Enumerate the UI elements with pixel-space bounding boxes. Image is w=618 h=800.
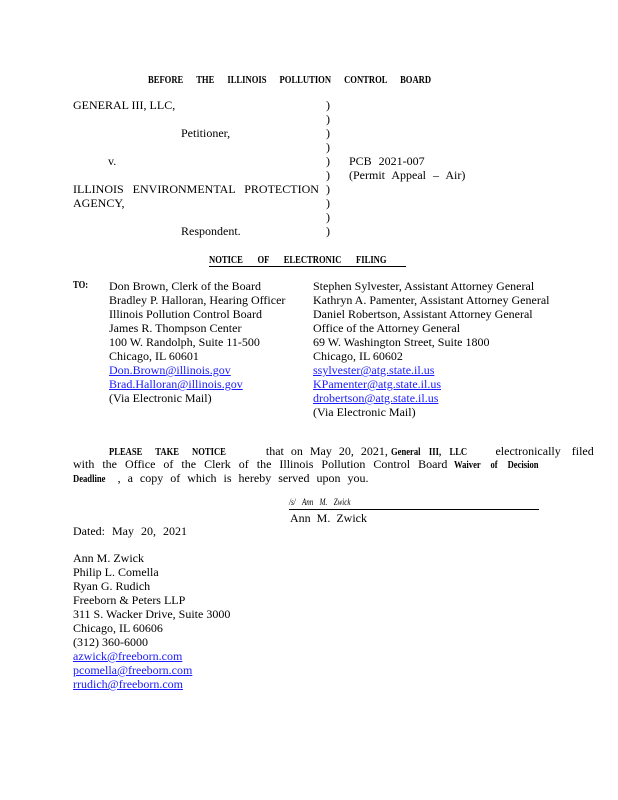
recipient-line: Kathryn A. Pamenter, Assistant Attorney General: [313, 293, 550, 307]
dated-line: Dated: May 20, 2021: [73, 524, 187, 538]
counsel-line: Freeborn & Peters LLP: [73, 593, 186, 607]
recipient-line: Daniel Robertson, Assistant Attorney General: [313, 307, 533, 321]
case-number: PCB 2021-007: [349, 154, 425, 168]
counsel-block: [73, 551, 230, 691]
email-link[interactable]: pcomella@freeborn.com: [73, 663, 193, 677]
recipient-line: Illinois Pollution Control Board: [109, 307, 263, 321]
email-link[interactable]: KPamenter@atg.state.il.us: [313, 377, 442, 391]
respondent-name-line1: ILLINOIS ENVIRONMENTAL PROTECTION: [73, 182, 319, 196]
recipient-line: Office of the Attorney General: [313, 321, 461, 335]
versus-label: v.: [108, 154, 117, 168]
recipient-line: 69 W. Washington Street, Suite 1800: [313, 335, 490, 349]
to-label: TO:: [73, 279, 89, 291]
recipients-left: [109, 279, 285, 405]
notice-line-2: [73, 457, 563, 472]
delivery-method: (Via Electronic Mail): [313, 405, 416, 419]
counsel-line: Ryan G. Rudich: [73, 579, 151, 593]
email-link[interactable]: Don.Brown@illinois.gov: [109, 363, 231, 377]
email-link[interactable]: ssylvester@atg.state.il.us: [313, 363, 435, 377]
respondent-role: Respondent.: [181, 224, 241, 238]
recipient-line: Chicago, IL 60602: [313, 349, 403, 363]
notice-date-text: that on May 20, 2021,: [265, 444, 388, 458]
recipient-line: Don Brown, Clerk of the Board: [109, 279, 261, 293]
counsel-line: Chicago, IL 60606: [73, 621, 163, 635]
recipient-line: Chicago, IL 60601: [109, 349, 199, 363]
counsel-line: (312) 360-6000: [73, 635, 148, 649]
electronic-signature: /s/ Ann M. Zwick: [289, 497, 539, 510]
email-link[interactable]: drobertson@atg.state.il.us: [313, 391, 439, 405]
signer-name: Ann M. Zwick: [290, 511, 367, 525]
recipient-line: 100 W. Randolph, Suite 11-500: [109, 335, 260, 349]
email-link[interactable]: rrudich@freeborn.com: [73, 677, 184, 691]
court-heading: BEFORE THE ILLINOIS POLLUTION CONTROL BOARD: [148, 74, 432, 86]
counsel-line: Philip L. Comella: [73, 565, 159, 579]
respondent-name-line2: AGENCY,: [73, 196, 125, 210]
document-title-cont: Deadline: [73, 473, 106, 485]
notice-text-end: electronically filed: [495, 444, 594, 458]
notice-title: NOTICE OF ELECTRONIC FILING: [209, 254, 406, 267]
party-name: General III, LLC: [390, 446, 467, 458]
delivery-method: (Via Electronic Mail): [109, 391, 212, 405]
recipient-line: Bradley P. Halloran, Hearing Officer: [109, 293, 286, 307]
recipient-line: Stephen Sylvester, Assistant Attorney General: [313, 279, 535, 293]
notice-text-tail: , a copy of which is hereby served upon you.: [117, 471, 369, 485]
recipients-right: [313, 279, 549, 419]
email-link[interactable]: azwick@freeborn.com: [73, 649, 183, 663]
document-title: Waiver of Decision: [454, 459, 539, 471]
petitioner-role: Petitioner,: [181, 126, 231, 140]
notice-text: with the Office of the Clerk of the Illinois Pollution Control Board: [73, 457, 448, 471]
counsel-line: Ann M. Zwick: [73, 551, 144, 565]
notice-line-3: [73, 471, 369, 486]
petitioner-name: GENERAL III, LLC,: [73, 98, 176, 112]
please-take-notice: PLEASE TAKE NOTICE: [109, 446, 226, 458]
recipient-line: James R. Thompson Center: [109, 321, 242, 335]
counsel-line: 311 S. Wacker Drive, Suite 3000: [73, 607, 231, 621]
email-link[interactable]: Brad.Halloran@illinois.gov: [109, 377, 243, 391]
caption-parens: ) ) ) ) ) ) ) ) ) ): [326, 98, 330, 238]
case-type: (Permit Appeal – Air): [349, 168, 466, 182]
